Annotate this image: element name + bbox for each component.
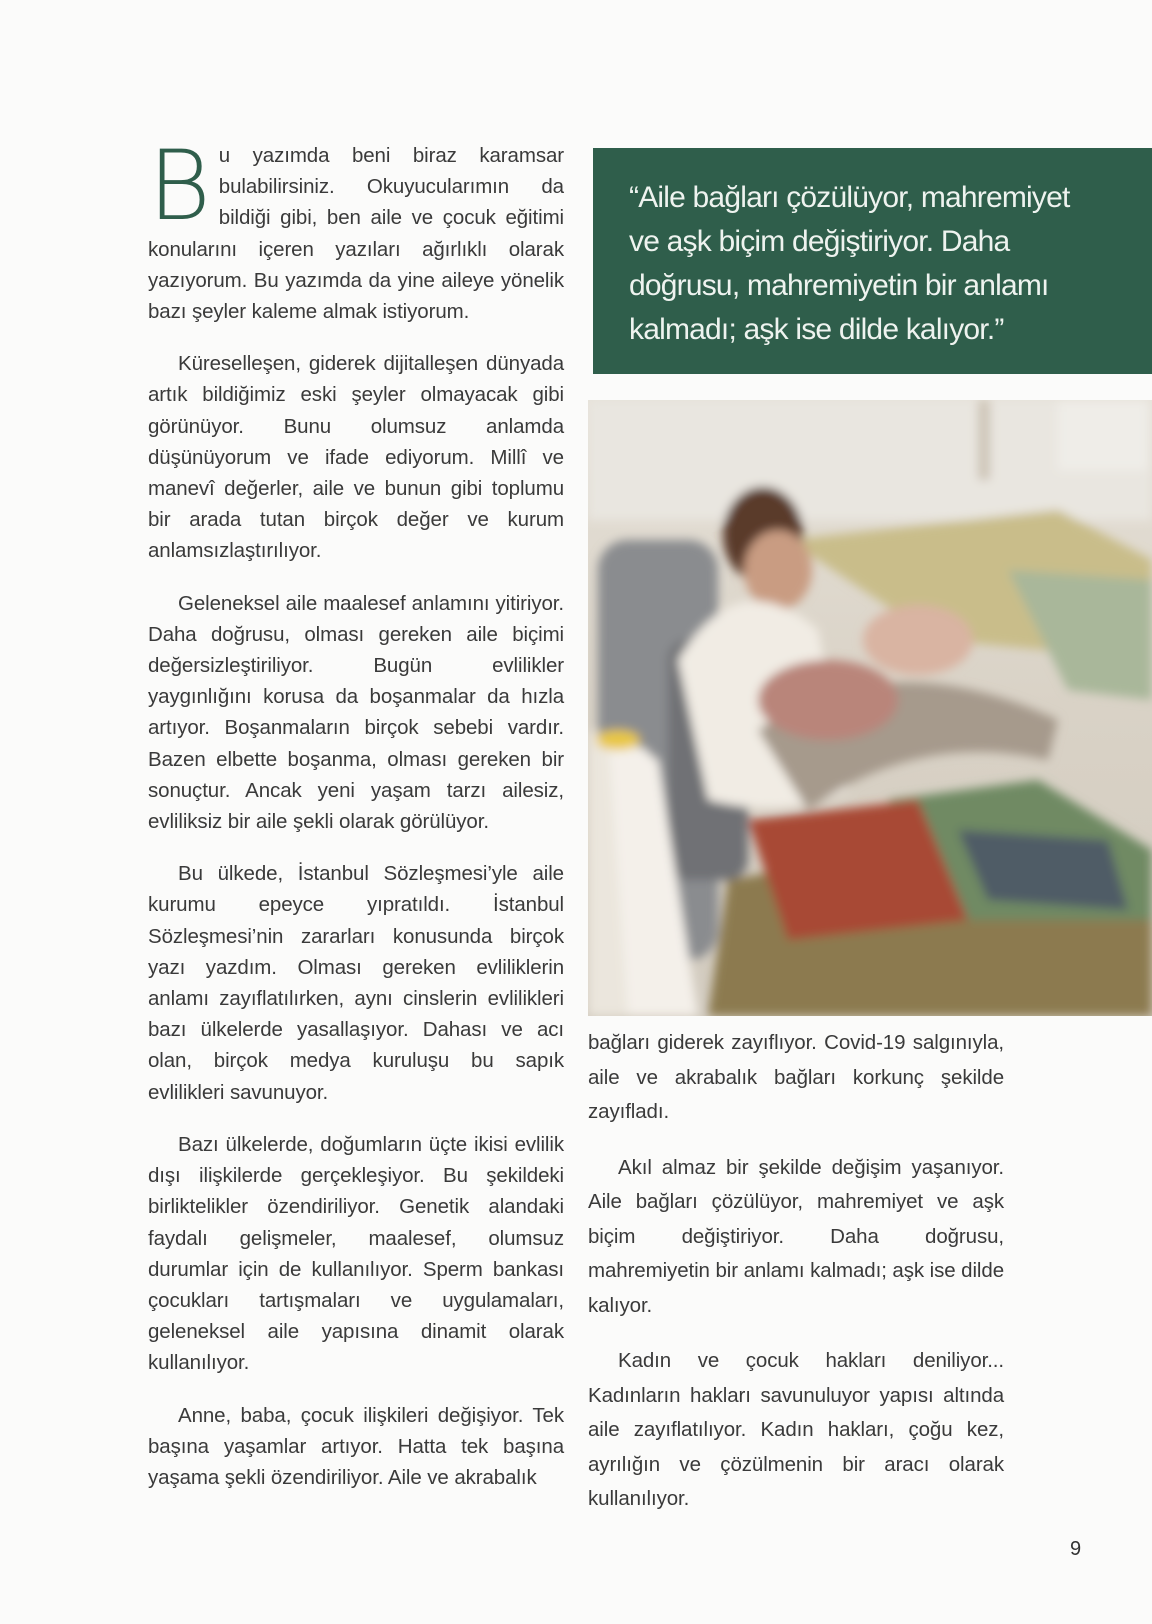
paragraph-intro-text: u yazımda beni biraz karamsar bulabilirsiniz. Okuyucularımın da bildiği gibi, ben aile ve çocuk eğitimi konularını içeren yazıları ağırlıklı olarak yazıyorum. Bu yazımda da yine aileye yönelik bazı şeyler kaleme almak istiyorum. <box>148 144 564 324</box>
paragraph-globalization: Küreselleşen, giderek dijitalleşen dünyada artık bildiğimiz eski şeyler olmayacak gibi görünüyor. Bunu olumsuz anlamda düşünüyorum ve ifade ediyorum. Millî ve manevî değerler, aile ve bunun gibi toplumu bir arada tutan birçok değer ve kurum anlamsızlaştırılıyor. <box>148 352 564 563</box>
pull-quote-box <box>593 148 1152 374</box>
paragraph-relations-cont: bağları giderek zayıflıyor. Covid-19 salgınıyla, aile ve akrabalık bağları korkunç şekilde zayıfladı. <box>588 1031 1004 1123</box>
paragraph-births: Bazı ülkelerde, doğumların üçte ikisi evlilik dışı ilişkilerde gerçekleşiyor. Bu şekildeki birliktelikler özendiriliyor. Genetik alandaki faydalı gelişmeler, maalesef, olumsuz durumlar için de kullanılıyor. Sperm bankası çocukları tartışmaları ve uygulamaları, geleneksel aile yapısına dinamit olarak kullanılıyor. <box>148 1132 564 1375</box>
mother-baby-photo <box>588 400 1152 1016</box>
paragraph-intro <box>148 130 564 327</box>
left-column <box>148 130 564 1514</box>
drop-cap: B <box>148 130 211 242</box>
paragraph-change: Akıl almaz bir şekilde değişim yaşanıyor. Aile bağları çözülüyor, mahremiyet ve aşk biçim değiştiriyor. Daha doğrusu, mahremiyetin bir anlamı kalmadı; aşk ise dilde kalıyor. <box>588 1155 1004 1317</box>
paragraph-relations-start: Anne, baba, çocuk ilişkileri değişiyor. Tek başına yaşamlar artıyor. Hatta tek başına yaşama şekli özendiriliyor. Aile ve akrabalık <box>148 1403 564 1489</box>
page-number: 9 <box>1070 1538 1082 1560</box>
right-column <box>588 1026 1004 1538</box>
paragraph-istanbul-convention: Bu ülkede, İstanbul Sözleşmesi’yle aile kurumu epeyce yıpratıldı. İstanbul Sözleşmesi’nin zararları konusunda birçok yazı yazdım. Olması gereken evliliklerin anlamı zayıflatılırken, aynı cinslerin evlilikleri bazı ülkelerde yasallaşıyor. Dahası ve acı olan, birçok medya kuruluşu bu sapık evlilikleri savunuyor. <box>148 862 564 1104</box>
paragraph-rights: Kadın ve çocuk hakları deniliyor... Kadınların hakları savunuluyor yapısı altında aile zayıflatılıyor. Kadın hakları, çoğu kez, ayrılığın ve çözülmenin bir aracı olarak kullanılıyor. <box>588 1349 1004 1510</box>
pull-quote-text: “Aile bağları çözülüyor, mahremiyet ve aşk biçim değiştiriyor. Daha doğrusu, mahremiyetin bir anlamı kalmadı; aşk ise dilde kalıyor.” <box>629 181 1070 346</box>
paragraph-traditional-family: Geleneksel aile maalesef anlamını yitiriyor. Daha doğrusu, olması gereken aile biçimi değersizleştiriliyor. Bugün evlilikler yaygınlığını korusa da boşanmalar da hızla artıyor. Boşanmaların birçok sebebi vardır. Bazen elbette boşanma, olması gereken bir sonuçtur. Ancak yeni yaşam tarzı ailesiz, evliliksiz bir aile şekli olarak görülüyor. <box>148 591 564 834</box>
